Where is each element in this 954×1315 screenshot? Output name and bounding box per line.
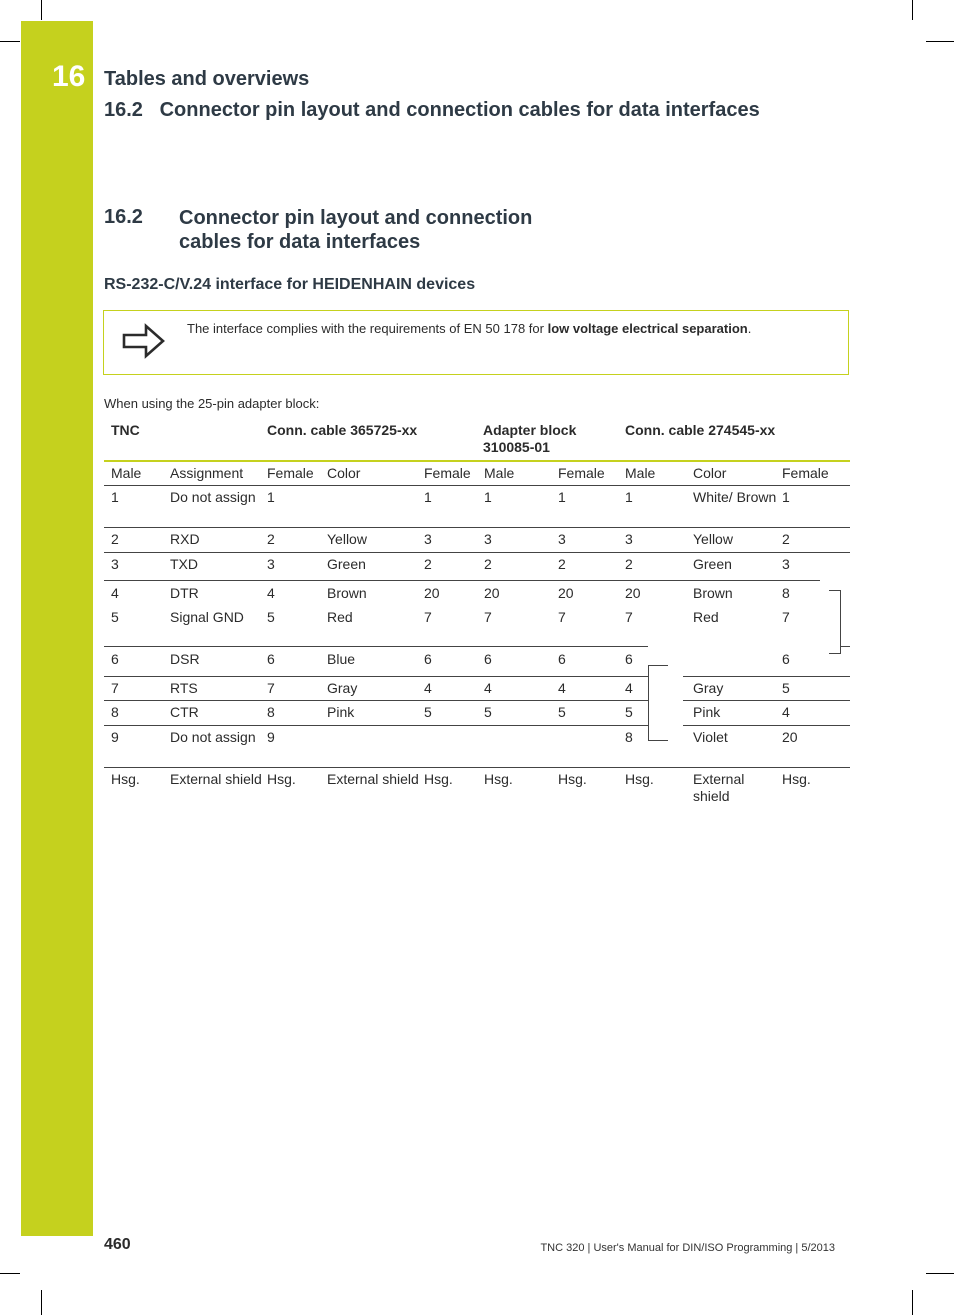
column-header: Color	[693, 465, 727, 481]
table-cell: 5	[558, 704, 566, 720]
row-divider	[104, 485, 850, 486]
column-header: Male	[484, 465, 515, 481]
crop-mark	[926, 41, 954, 42]
table-cell: 2	[625, 556, 633, 572]
table-cell: 1	[111, 489, 119, 505]
row-divider	[104, 527, 850, 528]
table-cell: Violet	[693, 729, 728, 745]
table-cell: TXD	[170, 556, 198, 572]
row-divider	[683, 725, 850, 726]
row-divider	[104, 725, 648, 726]
table-cell: 2	[558, 556, 566, 572]
table-cell: 1	[625, 489, 633, 505]
table-cell: 7	[782, 609, 790, 625]
table-cell: DSR	[170, 651, 200, 667]
crop-mark	[0, 41, 20, 42]
table-cell: 20	[558, 585, 574, 601]
table-cell: 4	[782, 704, 790, 720]
table-cell: Hsg.	[267, 771, 296, 787]
table-cell: RXD	[170, 531, 200, 547]
table-cell: 6	[558, 651, 566, 667]
table-cell: 8	[111, 704, 119, 720]
table-cell: 7	[424, 609, 432, 625]
column-header: Color	[327, 465, 361, 481]
note-text-after: .	[747, 321, 752, 336]
row-divider	[104, 767, 850, 768]
crop-mark	[41, 0, 42, 20]
table-cell: Blue	[327, 651, 356, 667]
table-cell: 6	[625, 651, 633, 667]
table-cell: 4	[267, 585, 275, 601]
crop-mark	[912, 1290, 913, 1315]
table-cell: 8	[267, 704, 275, 720]
column-header: Female	[782, 465, 829, 481]
crop-mark	[41, 1290, 42, 1315]
table-cell: Hsg.	[782, 771, 811, 787]
table-cell: 5	[625, 704, 633, 720]
table-cell: 6	[782, 651, 790, 667]
table-cell: 4	[424, 680, 432, 696]
table-cell: Hsg.	[424, 771, 453, 787]
row-divider	[104, 646, 648, 647]
header-rule	[104, 460, 850, 462]
table-cell: 8	[625, 729, 633, 745]
table-cell: 8	[782, 585, 790, 601]
footer-text: TNC 320 | User's Manual for DIN/ISO Programming | 5/2013	[540, 1242, 835, 1254]
column-header: Female	[424, 465, 471, 481]
table-cell: RTS	[170, 680, 198, 696]
table-cell: 4	[484, 680, 492, 696]
table-cell: External shield	[327, 771, 419, 787]
table-cell: 6	[424, 651, 432, 667]
table-cell: 2	[267, 531, 275, 547]
row-divider	[683, 700, 850, 701]
table-cell: 1	[558, 489, 566, 505]
table-cell: External shield	[693, 771, 745, 804]
table-cell: Do not assign	[170, 729, 256, 745]
table-cell: DTR	[170, 585, 199, 601]
group-header-cable-365725: Conn. cable 365725-xx	[267, 422, 418, 438]
table-cell: 1	[484, 489, 492, 505]
row-divider	[104, 676, 648, 677]
table-cell: Yellow	[327, 531, 367, 547]
table-cell: 6	[484, 651, 492, 667]
bridge-bracket	[648, 665, 668, 741]
table-cell: External shield	[170, 771, 262, 787]
column-header: Assignment	[170, 465, 244, 481]
table-cell: 5	[267, 609, 275, 625]
column-header: Male	[625, 465, 656, 481]
column-header: Female	[558, 465, 605, 481]
table-cell: 2	[782, 531, 790, 547]
table-cell: 7	[484, 609, 492, 625]
table-cell: 7	[558, 609, 566, 625]
table-cell: 1	[424, 489, 432, 505]
table-cell: 7	[111, 680, 119, 696]
table-cell: 7	[625, 609, 633, 625]
table-cell: 6	[111, 651, 119, 667]
table-cell: 9	[267, 729, 275, 745]
table-cell: 1	[267, 489, 275, 505]
table-cell: 3	[267, 556, 275, 572]
row-divider	[104, 552, 850, 553]
note-text-bold: low voltage electrical separation	[547, 321, 748, 336]
table-cell: Hsg.	[625, 771, 654, 787]
table-cell: 3	[782, 556, 790, 572]
table-cell: 3	[558, 531, 566, 547]
crop-mark	[0, 1273, 20, 1274]
chapter-number: 16	[52, 60, 86, 93]
note-box	[103, 310, 849, 375]
table-cell: Gray	[693, 680, 724, 696]
table-cell: 3	[111, 556, 119, 572]
group-header-adapter-block: Adapter block 310085-01	[483, 422, 577, 455]
table-cell: Green	[693, 556, 732, 572]
bridge-bracket	[829, 590, 841, 654]
table-cell: Gray	[327, 680, 358, 696]
column-header: Female	[267, 465, 314, 481]
table-cell: 4	[558, 680, 566, 696]
table-cell: Signal GND	[170, 609, 244, 625]
running-header-title: Tables and overviews	[104, 68, 310, 90]
table-cell: 3	[484, 531, 492, 547]
note-text	[187, 320, 842, 338]
arrow-right-icon	[122, 323, 166, 359]
subsection-title: RS-232-C/V.24 interface for HEIDENHAIN devices	[104, 276, 476, 293]
row-divider	[104, 580, 820, 581]
table-cell: Green	[327, 556, 366, 572]
table-cell: 6	[267, 651, 275, 667]
table-cell: Brown	[327, 585, 367, 601]
table-cell: 4	[111, 585, 119, 601]
table-cell: 2	[484, 556, 492, 572]
table-cell: 20	[424, 585, 440, 601]
table-cell: White/ Brown	[693, 489, 777, 505]
table-cell: Hsg.	[558, 771, 587, 787]
row-divider	[683, 676, 850, 677]
table-cell: 5	[424, 704, 432, 720]
table-cell: Red	[327, 609, 353, 625]
table-cell: 7	[267, 680, 275, 696]
table-cell: 20	[625, 585, 641, 601]
row-divider	[841, 646, 850, 647]
table-cell: Yellow	[693, 531, 733, 547]
table-cell: Red	[693, 609, 719, 625]
column-header: Male	[111, 465, 142, 481]
group-header-tnc: TNC	[111, 422, 140, 438]
row-divider	[104, 700, 648, 701]
table-cell: CTR	[170, 704, 199, 720]
crop-mark	[926, 1273, 954, 1274]
table-cell: 5	[484, 704, 492, 720]
crop-mark	[912, 0, 913, 20]
table-cell: 3	[424, 531, 432, 547]
table-cell: 3	[625, 531, 633, 547]
table-cell: Pink	[327, 704, 355, 720]
table-cell: Hsg.	[111, 771, 140, 787]
section-title: Connector pin layout and connection cables for data interfaces	[179, 207, 533, 253]
table-cell: 2	[424, 556, 432, 572]
table-cell: 1	[782, 489, 790, 505]
chapter-sidebar	[21, 21, 93, 1236]
table-cell: Pink	[693, 704, 721, 720]
table-cell: 4	[625, 680, 633, 696]
group-header-cable-274545: Conn. cable 274545-xx	[625, 422, 776, 438]
table-cell: 20	[484, 585, 500, 601]
note-text-before: The interface complies with the requirements of EN 50 178 for	[187, 321, 548, 336]
table-cell: 9	[111, 729, 119, 745]
table-cell: 5	[782, 680, 790, 696]
table-cell: 20	[782, 729, 798, 745]
page-number: 460	[104, 1236, 131, 1253]
table-cell: Do not assign	[170, 489, 256, 505]
table-cell: Brown	[693, 585, 733, 601]
table-cell: 5	[111, 609, 119, 625]
section-number: 16.2	[104, 206, 143, 228]
intro-text: When using the 25-pin adapter block:	[104, 396, 320, 411]
table-cell: 2	[111, 531, 119, 547]
running-header-section: 16.2 Connector pin layout and connection cables for data interfaces	[104, 99, 760, 121]
table-cell: Hsg.	[484, 771, 513, 787]
